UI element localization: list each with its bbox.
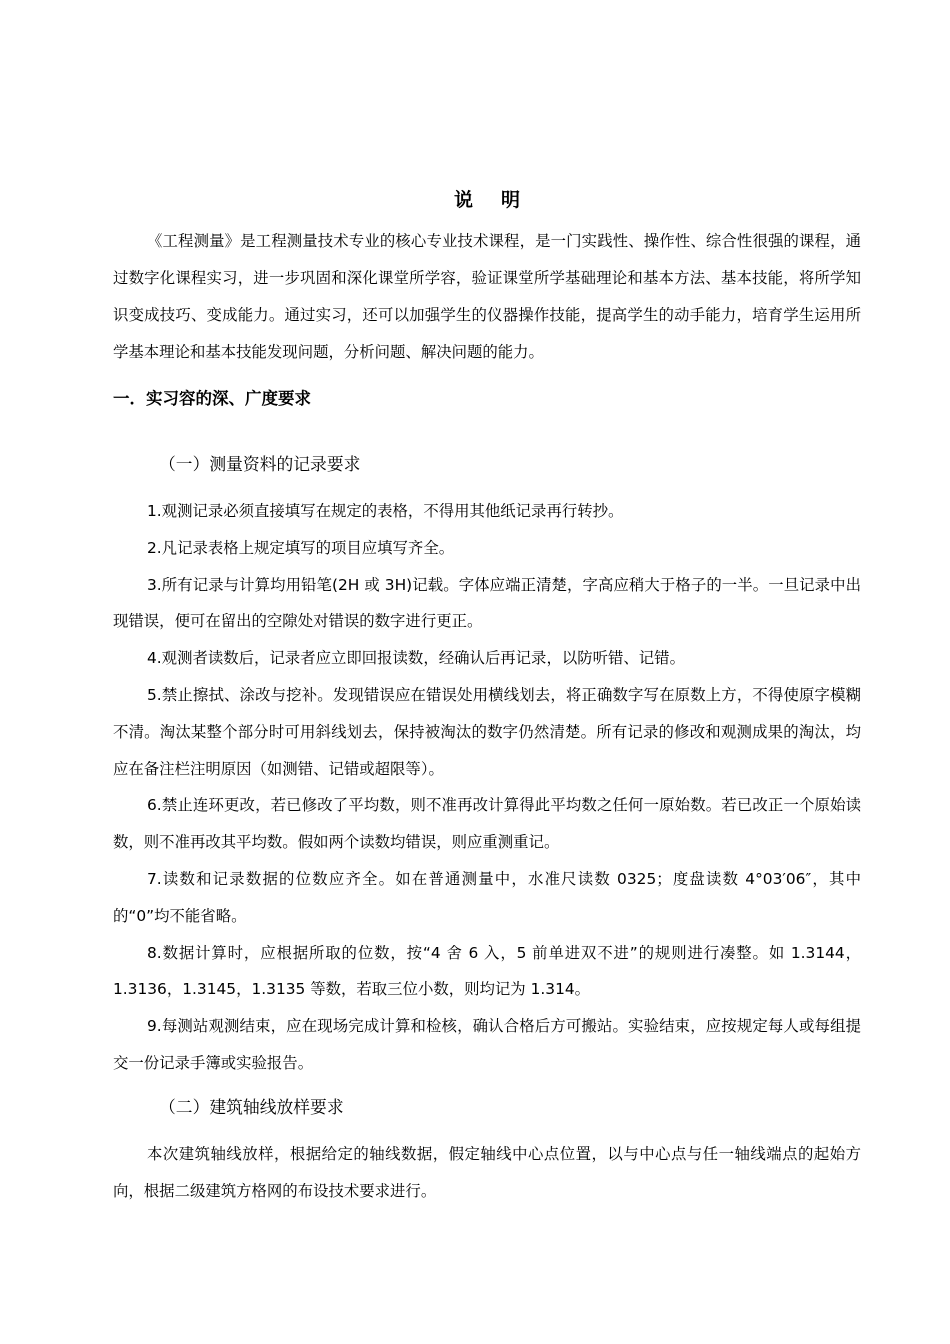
rule-item: 4.观测者读数后，记录者应立即回报读数，经确认后再记录，以防听错、记错。: [147, 649, 685, 668]
rule-item: 1.观测记录必须直接填写在规定的表格，不得用其他纸记录再行转抄。: [147, 502, 624, 520]
rule-item: 2.凡记录表格上规定填写的项目应填写齐全。: [147, 538, 455, 557]
axis-layout-paragraph: 本次建筑轴线放样，根据给定的轴线数据，假定轴线中心点位置，以与中心点与任一轴线端点的起始方向，根据二级建筑方格网的布设技术要求进行。: [113, 1144, 861, 1200]
rule-item: 9.每测站观测结束，应在现场完成计算和检核，确认合格后方可搬站。实验结束，应按规定每人或每组提交一份记录手簿或实验报告。: [113, 1017, 861, 1072]
rule-item: 3.所有记录与计算均用铅笔(2H 或 3H)记载。字体应端正清楚，字高应稍大于格子的一半。一旦记录中出现错误，便可在留出的空隙处对错误的数字进行更正。: [113, 575, 861, 631]
rule-item: 7.读数和记录数据的位数应齐全。如在普通测量中，水准尺读数 0325；度盘读数 4°03′06″，其中的“0”均不能省略。: [113, 869, 861, 925]
subsection-heading-records: （一）测量资料的记录要求: [159, 454, 361, 474]
subsection-heading-axis-layout: （二）建筑轴线放样要求: [159, 1096, 344, 1117]
rule-item: 5.禁止擦拭、涂改与挖补。发现错误应在错误处用横线划去，将正确数字写在原数上方，不得使原字模糊不清。淘汰某整个部分时可用斜线划去，保持被淘汰的数字仍然清楚。所有记录的修改和观测成果的淘汰，均应在备注栏注明原因（如测错、记错或超限等）。: [113, 685, 861, 778]
rule-item: 8.数据计算时，应根据所取的位数，按“4 舍 6 入，5 前单进双不进”的规则进行凑整。如 1.3144，1.3136，1.3145，1.3135 等数，若取三位小数，则均记为 1.314。: [113, 943, 861, 999]
intro-paragraph: 《工程测量》是工程测量技术专业的核心专业技术课程，是一门实践性、操作性、综合性很强的课程，通过数字化课程实习，进一步巩固和深化课堂所学容，验证课堂所学基础理论和基本方法、基本技能，将所学知识变成技巧、变成能力。通过实习，还可以加强学生的仪器操作技能，提高学生的动手能力，培育学生运用所学基本理论和基本技能发现问题，分析问题、解决问题的能力。: [113, 232, 861, 361]
page-title: 说明: [453, 189, 548, 211]
rule-item: 6.禁止连环更改，若已修改了平均数，则不准再改计算得此平均数之任何一原始数。若已改正一个原始读数，则不准再改其平均数。假如两个读数均错误，则应重测重记。: [113, 796, 861, 852]
section-heading: 一．实习容的深、广度要求: [113, 389, 311, 408]
record-rules-list: [113, 493, 861, 1082]
document-page: [113, 183, 861, 1210]
